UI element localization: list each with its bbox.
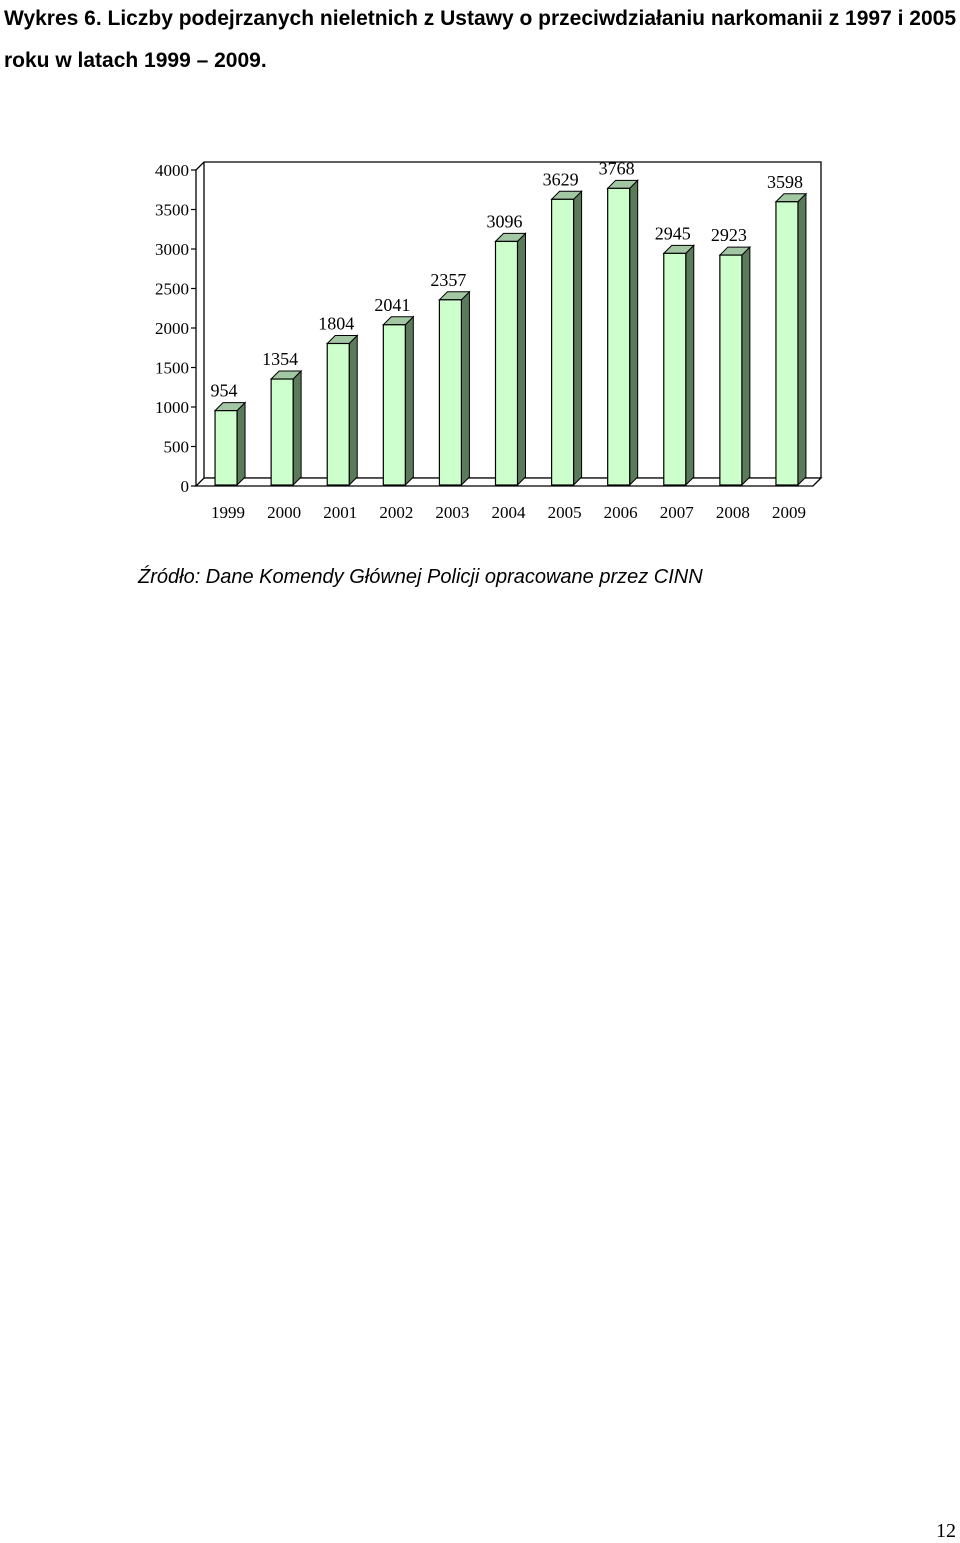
bar-front — [496, 241, 518, 485]
bar-2002 — [374, 295, 413, 485]
y-tick-label: 4000 — [155, 161, 189, 180]
data-label: 2923 — [710, 225, 747, 246]
data-label: 1804 — [318, 313, 355, 334]
bar-front — [215, 411, 237, 485]
bar-front — [776, 202, 798, 485]
bar-side — [237, 403, 245, 485]
bar-front — [720, 255, 742, 485]
data-label: 954 — [210, 380, 238, 401]
bar-side — [742, 247, 750, 485]
bar-side — [293, 371, 301, 485]
bar-chart — [0, 130, 960, 530]
x-tick-label: 2000 — [267, 503, 302, 522]
x-tick-label: 2002 — [379, 503, 414, 522]
x-tick-label: 2009 — [771, 503, 806, 522]
y-axis — [155, 161, 196, 496]
bar-front — [552, 199, 574, 485]
bar-side — [798, 194, 806, 485]
bar-side — [349, 335, 357, 485]
bar-1999 — [211, 381, 246, 485]
bar-2004 — [487, 211, 526, 485]
bar-side — [405, 317, 413, 485]
bar-side — [574, 191, 582, 485]
page-number: 12 — [936, 1520, 956, 1542]
bar-front — [608, 188, 630, 485]
y-tick-label: 3000 — [155, 240, 189, 259]
bar-2001 — [318, 313, 357, 485]
data-label: 3598 — [766, 171, 803, 192]
figure-caption: Wykres 6. Liczby podejrzanych nieletnich z Ustawy o przeciwdziałaniu narkomanii z 1997 i 2005 roku w latach 1999 – 2009. — [4, 7, 956, 72]
data-label: 3629 — [542, 169, 579, 190]
x-tick-label: 2007 — [659, 503, 694, 522]
y-tick-label: 0 — [180, 477, 189, 496]
bar-2006 — [599, 158, 638, 485]
x-tick-label: 2008 — [715, 503, 750, 522]
data-label: 3096 — [486, 211, 523, 232]
y-tick-label: 3500 — [155, 200, 189, 220]
bar-front — [327, 343, 349, 485]
data-label: 2357 — [430, 269, 467, 290]
x-tick-label: 1999 — [211, 503, 246, 522]
bar-2008 — [711, 225, 750, 485]
y-tick-label: 1000 — [155, 398, 189, 417]
bar-2007 — [655, 223, 694, 485]
bar-side — [461, 292, 469, 485]
x-tick-label: 2001 — [323, 503, 358, 522]
bar-side — [518, 233, 526, 485]
bar-front — [664, 253, 686, 485]
bar-front — [383, 325, 405, 485]
source-note: Źródło: Dane Komendy Głównej Policji opracowane przez CINN — [138, 566, 703, 588]
bar-2003 — [430, 270, 469, 485]
bar-2009 — [767, 172, 806, 485]
bar-side — [630, 180, 638, 485]
bar-series — [211, 158, 806, 485]
data-label: 2041 — [374, 294, 411, 315]
x-tick-label: 2004 — [491, 503, 526, 522]
bar-2000 — [262, 349, 301, 485]
bar-front — [439, 300, 461, 485]
x-tick-label: 2003 — [435, 503, 470, 522]
y-tick-label: 2000 — [155, 319, 189, 338]
data-label: 1354 — [262, 349, 299, 370]
x-axis — [211, 503, 806, 522]
data-label: 2945 — [654, 223, 691, 244]
y-tick-label: 2500 — [155, 279, 189, 299]
x-tick-label: 2006 — [603, 503, 638, 522]
bar-front — [271, 379, 293, 485]
y-tick-label: 500 — [163, 437, 189, 457]
y-tick-label: 1500 — [155, 358, 189, 378]
x-tick-label: 2005 — [547, 503, 582, 522]
bar-2005 — [543, 169, 582, 485]
data-label: 3768 — [598, 158, 635, 179]
bar-side — [686, 245, 694, 485]
